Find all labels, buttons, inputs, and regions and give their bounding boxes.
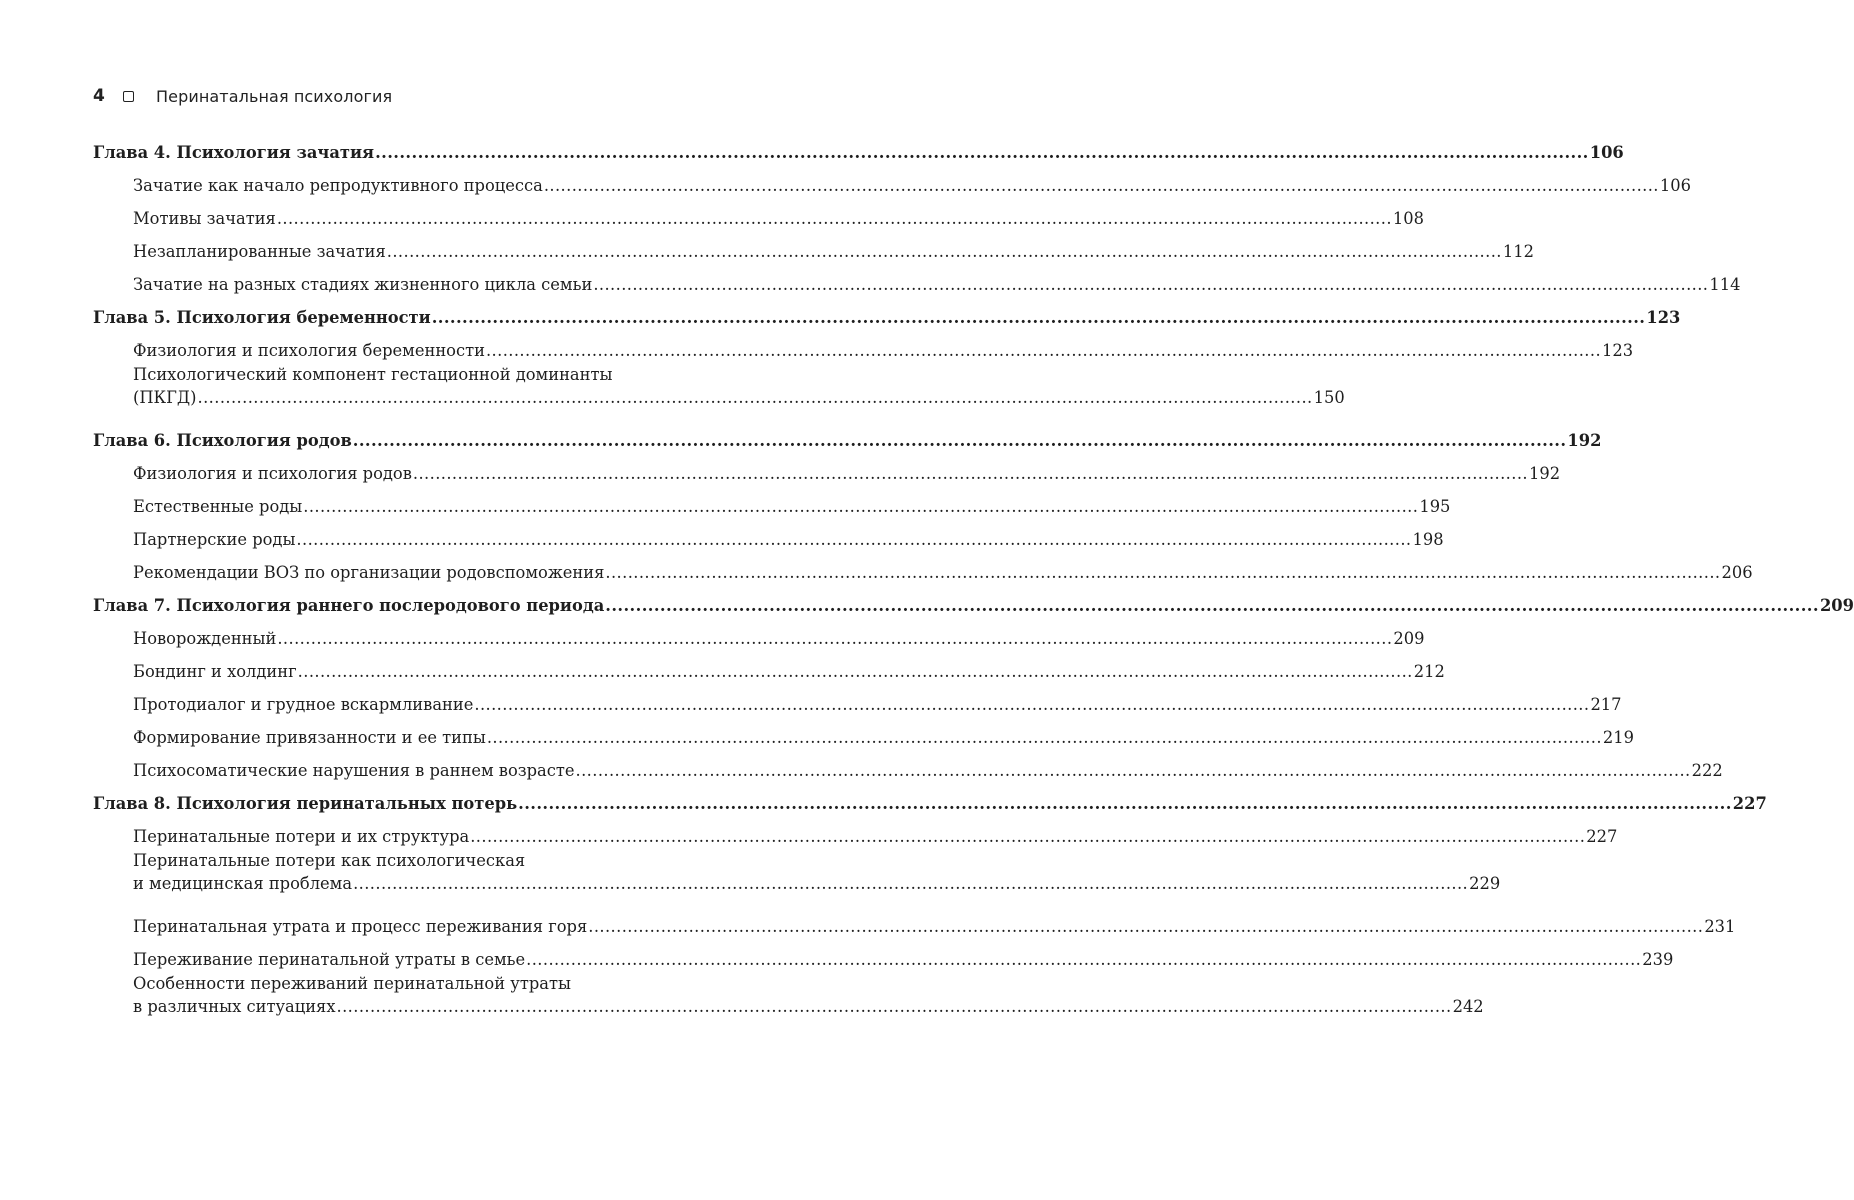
square-outline-icon (123, 91, 134, 102)
dot-leader: ........................................................................................................................................................................................................ (543, 176, 1659, 195)
toc-section-entry (93, 197, 1424, 230)
toc-section-entry (93, 551, 1753, 584)
toc-chapter-entry (93, 131, 1624, 164)
toc-page-number: 242 (1452, 997, 1484, 1016)
toc-chapter-title: Глава 7. Психология раннего послеродового периода (93, 596, 605, 615)
toc-page-number: 209 (1819, 596, 1854, 615)
toc-page-number: 106 (1589, 143, 1624, 162)
toc-section-title: Перинатальные потери и их структура (133, 827, 470, 846)
toc-section-title: Перинатальная утрата и процесс переживания горя (133, 917, 588, 936)
running-title: Перинатальная психология (156, 86, 393, 106)
toc-entry-title-line1: Особенности переживаний перинатальной утраты (133, 974, 571, 993)
dot-leader: ........................................................................................................................................................................................................ (431, 308, 1646, 327)
toc-chapter-entry (93, 419, 1602, 452)
toc-chapter-title: Глава 4. Психология зачатия (93, 143, 375, 162)
toc-page-number: 123 (1602, 341, 1634, 360)
toc-section-entry (93, 650, 1445, 683)
dot-leader: ........................................................................................................................................................................................................ (276, 209, 1392, 228)
dot-leader: ........................................................................................................................................................................................................ (386, 242, 1502, 261)
toc-page-number: 106 (1659, 176, 1691, 195)
toc-entry-line2 (133, 873, 1501, 895)
toc-chapter-entry (93, 296, 1681, 329)
toc-page-number: 209 (1393, 629, 1425, 648)
dot-leader: ........................................................................................................................................................................................................ (470, 827, 1586, 846)
toc-section-entry (93, 905, 1736, 938)
toc-section-entry (93, 938, 1674, 971)
dot-leader: ........................................................................................................................................................................................................ (277, 629, 1393, 648)
dot-leader: ........................................................................................................................................................................................................ (485, 341, 1602, 360)
toc-page-number: 212 (1413, 662, 1445, 681)
toc-section-entry (93, 230, 1534, 263)
toc-entry-title-line2: в различных ситуациях (133, 997, 336, 1016)
toc-chapter-title: Глава 6. Психология родов (93, 431, 352, 450)
dot-leader: ........................................................................................................................................................................................................ (588, 917, 1704, 936)
toc-entry-line2 (133, 387, 1345, 409)
toc-section-entry (93, 263, 1741, 296)
toc-section-entry (93, 815, 1618, 848)
dot-leader: ........................................................................................................................................................................................................ (474, 695, 1590, 714)
dot-leader: ........................................................................................................................................................................................................ (486, 728, 1602, 747)
toc-section-title: Переживание перинатальной утраты в семье (133, 950, 526, 969)
toc-chapter-title: Глава 5. Психология беременности (93, 308, 431, 327)
toc-entry-title-line2: и медицинская проблема (133, 874, 353, 893)
toc-section-entry (93, 848, 1501, 905)
toc-chapter-entry (93, 782, 1767, 815)
toc-section-entry (93, 617, 1425, 650)
toc-section-entry (93, 164, 1691, 197)
dot-leader: ........................................................................................................................................................................................................ (518, 794, 1732, 813)
dot-leader: ........................................................................................................................................................................................................ (296, 530, 1412, 549)
dot-leader: ........................................................................................................................................................................................................ (375, 143, 1589, 162)
toc-entry-title-line2: (ПКГД) (133, 388, 197, 407)
toc-page-number: 114 (1709, 275, 1741, 294)
toc-page-number: 195 (1419, 497, 1451, 516)
toc-section-entry (93, 683, 1622, 716)
toc-page-number: 229 (1469, 874, 1501, 893)
table-of-contents (93, 131, 1854, 1028)
toc-page-number: 112 (1502, 242, 1534, 261)
toc-section-title: Бондинг и холдинг (133, 662, 297, 681)
dot-leader: ........................................................................................................................................................................................................ (303, 497, 1419, 516)
dot-leader: ........................................................................................................................................................................................................ (526, 950, 1642, 969)
toc-section-title: Протодиалог и грудное вскармливание (133, 695, 474, 714)
toc-entry-line2 (133, 996, 1484, 1018)
dot-leader: ........................................................................................................................................................................................................ (336, 997, 1452, 1016)
dot-leader: ........................................................................................................................................................................................................ (352, 431, 1567, 450)
toc-page-number: 239 (1642, 950, 1674, 969)
toc-chapter-title: Глава 8. Психология перинатальных потерь (93, 794, 518, 813)
toc-section-entry (93, 716, 1634, 749)
toc-section-entry (93, 329, 1634, 362)
toc-section-entry (93, 485, 1451, 518)
toc-page-number: 222 (1691, 761, 1723, 780)
toc-page-number: 198 (1412, 530, 1444, 549)
dot-leader: ........................................................................................................................................................................................................ (575, 761, 1691, 780)
toc-section-title: Зачатие как начало репродуктивного процесса (133, 176, 543, 195)
toc-section-title: Незапланированные зачатия (133, 242, 386, 261)
dot-leader: ........................................................................................................................................................................................................ (353, 874, 1469, 893)
toc-page-number: 150 (1313, 388, 1345, 407)
toc-entry-title-line1: Перинатальные потери как психологическая (133, 851, 526, 870)
toc-section-title: Рекомендации ВОЗ по организации родовспоможения (133, 563, 605, 582)
toc-entry-title-line1: Психологический компонент гестационной доминанты (133, 365, 613, 384)
toc-page-number: 108 (1392, 209, 1424, 228)
toc-section-title: Новорожденный (133, 629, 277, 648)
toc-chapter-entry (93, 584, 1854, 617)
toc-page-number: 192 (1567, 431, 1602, 450)
toc-section-title: Физиология и психология родов (133, 464, 412, 483)
dot-leader: ........................................................................................................................................................................................................ (605, 563, 1721, 582)
dot-leader: ........................................................................................................................................................................................................ (297, 662, 1413, 681)
dot-leader: ........................................................................................................................................................................................................ (412, 464, 1528, 483)
dot-leader: ........................................................................................................................................................................................................ (593, 275, 1709, 294)
toc-section-title: Физиология и психология беременности (133, 341, 485, 360)
toc-section-title: Формирование привязанности и ее типы (133, 728, 486, 747)
toc-page-number: 231 (1704, 917, 1736, 936)
toc-section-entry (93, 518, 1444, 551)
toc-page-number: 217 (1590, 695, 1622, 714)
toc-section-entry (93, 749, 1723, 782)
toc-section-entry (93, 362, 1345, 419)
toc-page-number: 227 (1732, 794, 1767, 813)
running-header (93, 84, 392, 108)
toc-section-title: Мотивы зачатия (133, 209, 276, 228)
toc-page-number: 123 (1646, 308, 1681, 327)
toc-page-number: 227 (1586, 827, 1618, 846)
toc-section-entry (93, 452, 1561, 485)
toc-section-entry (93, 971, 1484, 1028)
toc-page-number: 219 (1602, 728, 1634, 747)
toc-section-title: Естественные роды (133, 497, 303, 516)
dot-leader: ........................................................................................................................................................................................................ (197, 388, 1313, 407)
toc-page-number: 206 (1721, 563, 1753, 582)
toc-page-number: 192 (1528, 464, 1561, 483)
dot-leader: ........................................................................................................................................................................................................ (605, 596, 1819, 615)
toc-section-title: Зачатие на разных стадиях жизненного цикла семьи (133, 275, 593, 294)
toc-section-title: Психосоматические нарушения в раннем возрасте (133, 761, 575, 780)
page-number: 4 (93, 86, 105, 106)
toc-section-title: Партнерские роды (133, 530, 296, 549)
